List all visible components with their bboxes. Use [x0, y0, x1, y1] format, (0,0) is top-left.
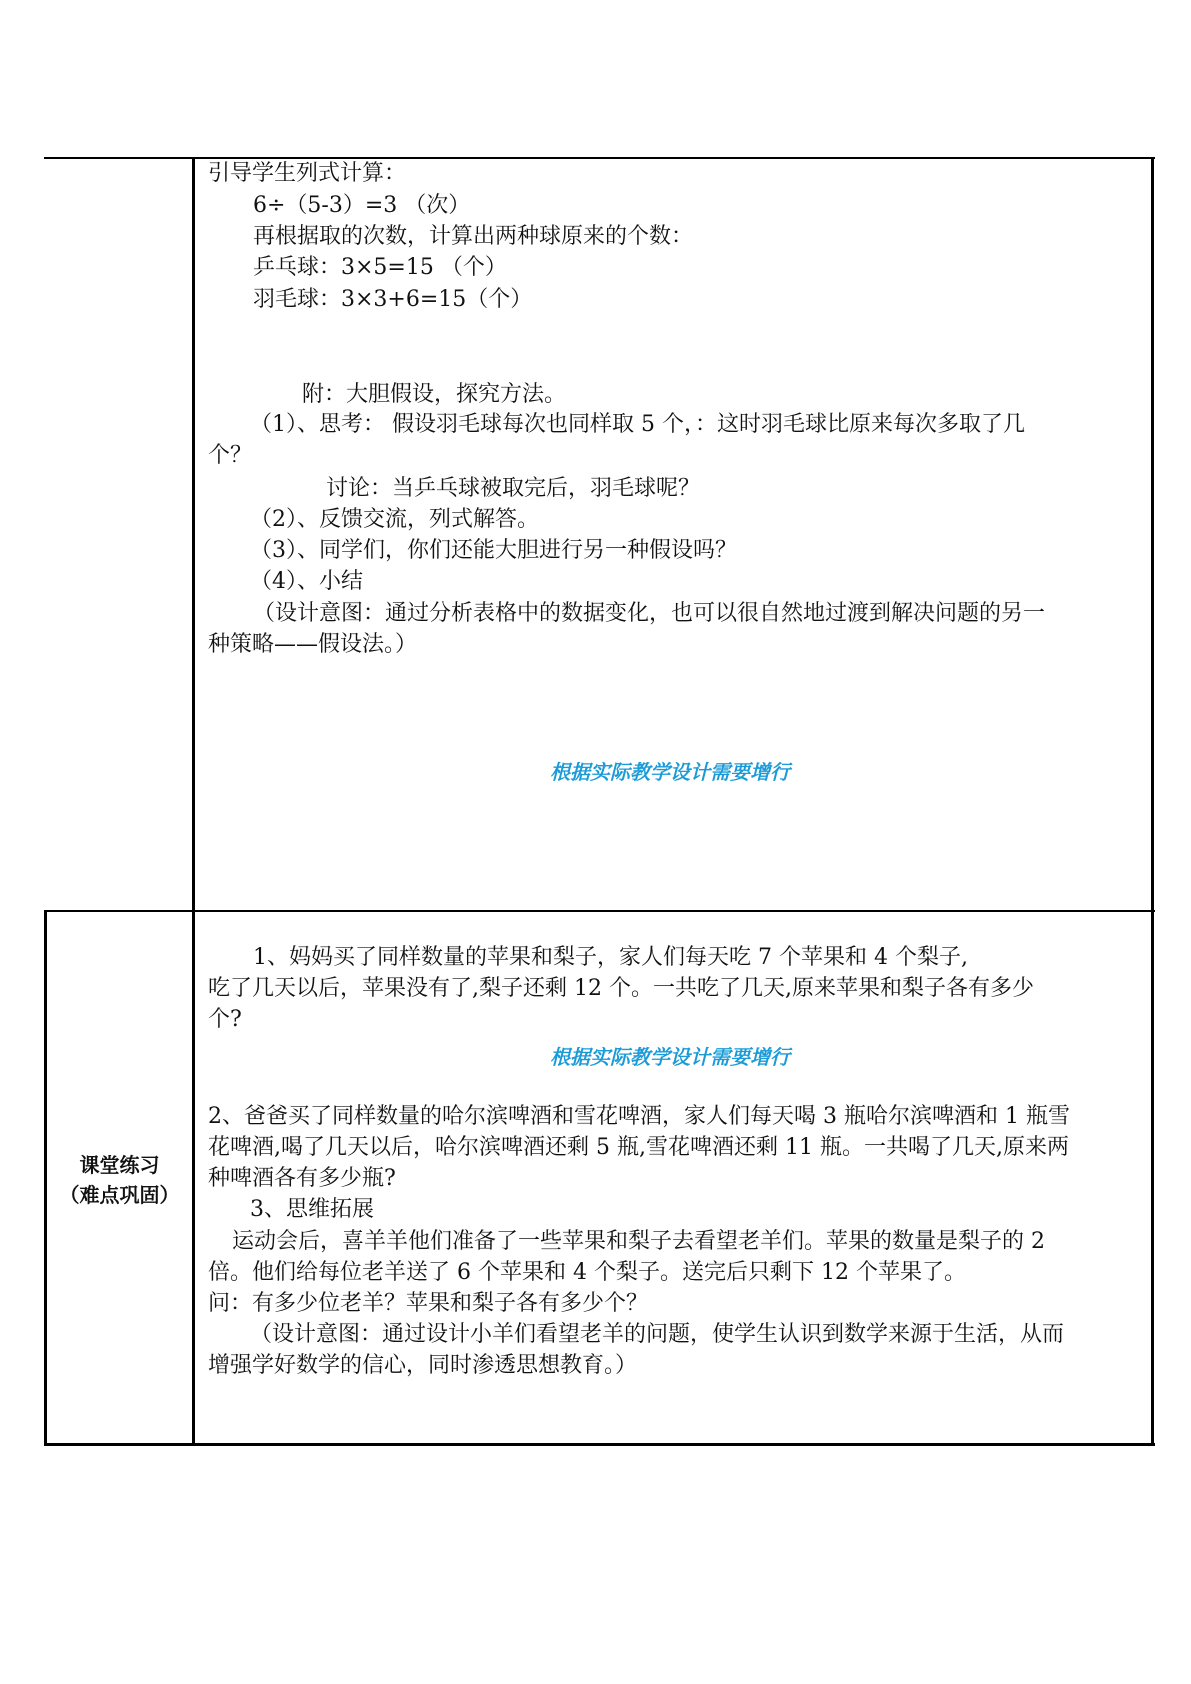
pingpong-formula: 乒乓球：3×5=15 （个） — [253, 255, 507, 280]
question-3-line-1: 运动会后，喜羊羊他们准备了一些苹果和梨子去看望老羊们。苹果的数量是梨子的 2 — [232, 1229, 1045, 1254]
question-2-line-1: 2、爸爸买了同样数量的哈尔滨啤酒和雪花啤酒，家人们每天喝 3 瓶哈尔滨啤酒和 1 瓶雪 — [208, 1104, 1070, 1129]
question-1-line-2: 吃了几天以后，苹果没有了,梨子还剩 12 个。一共吃了几天,原来苹果和梨子各有多少 — [208, 976, 1034, 1001]
design-intent-2-line-2: 增强学好数学的信心，同时渗透思想教育。） — [208, 1353, 638, 1378]
guide-heading: 引导学生列式计算： — [208, 161, 407, 186]
discuss-line: 讨论：当乒乓球被取完后，羽毛球呢？ — [326, 476, 701, 501]
think-item-1-cont: 个？ — [208, 443, 253, 468]
feedback-item-2: （2）、反馈交流，列式解答。 — [250, 507, 539, 532]
calc-instruction: 再根据取的次数，计算出两种球原来的个数： — [253, 224, 694, 249]
add-rows-note-1: 根据实际教学设计需要增行 — [550, 760, 790, 784]
design-intent-1: （设计意图：通过分析表格中的数据变化，也可以很自然地过渡到解决问题的另一 — [253, 601, 1046, 626]
table-right-border — [1151, 157, 1154, 1446]
design-intent-1-cont: 种策略——假设法。） — [208, 632, 418, 657]
table-middle-border — [44, 910, 1155, 912]
question-1-line-1: 1、妈妈买了同样数量的苹果和梨子，家人们每天吃 7 个苹果和 4 个梨子, — [253, 945, 968, 970]
section-label-line-1: 课堂练习 — [79, 1153, 160, 1177]
section-label-practice — [47, 1150, 192, 1210]
table-bottom-border — [44, 1443, 1155, 1446]
formula-times: 6÷（5-3）=3 （次） — [253, 193, 471, 218]
column-divider — [192, 157, 195, 1446]
question-3-title: 3、思维拓展 — [250, 1197, 374, 1222]
question-2-line-3: 种啤酒各有多少瓶? — [208, 1166, 396, 1191]
badminton-formula: 羽毛球：3×3+6=15（个） — [253, 287, 533, 312]
appendix-title: 附：大胆假设，探究方法。 — [302, 382, 567, 407]
question-3-line-3: 问：有多少位老羊？苹果和梨子各有多少个？ — [208, 1291, 649, 1316]
question-3-line-2: 倍。他们给每位老羊送了 6 个苹果和 4 个梨子。送完后只剩下 12 个苹果了。 — [208, 1260, 966, 1285]
section-label-line-2: （难点巩固） — [59, 1183, 180, 1207]
assumption-item-3: （3）、同学们，你们还能大胆进行另一种假设吗？ — [250, 538, 737, 563]
think-item-1: （1）、思考： 假设羽毛球每次也同样取 5 个，：这时羽毛球比原来每次多取了几 — [250, 412, 1025, 437]
summary-item-4: （4）、小结 — [250, 569, 363, 594]
add-rows-note-2: 根据实际教学设计需要增行 — [550, 1045, 790, 1069]
question-1-line-3: 个? — [208, 1007, 242, 1032]
design-intent-2-line-1: （设计意图：通过设计小羊们看望老羊的问题，使学生认识到数学来源于生活，从而 — [250, 1322, 1065, 1347]
question-2-line-2: 花啤酒,喝了几天以后，哈尔滨啤酒还剩 5 瓶,雪花啤酒还剩 11 瓶。一共喝了几天,原来两 — [208, 1135, 1069, 1160]
